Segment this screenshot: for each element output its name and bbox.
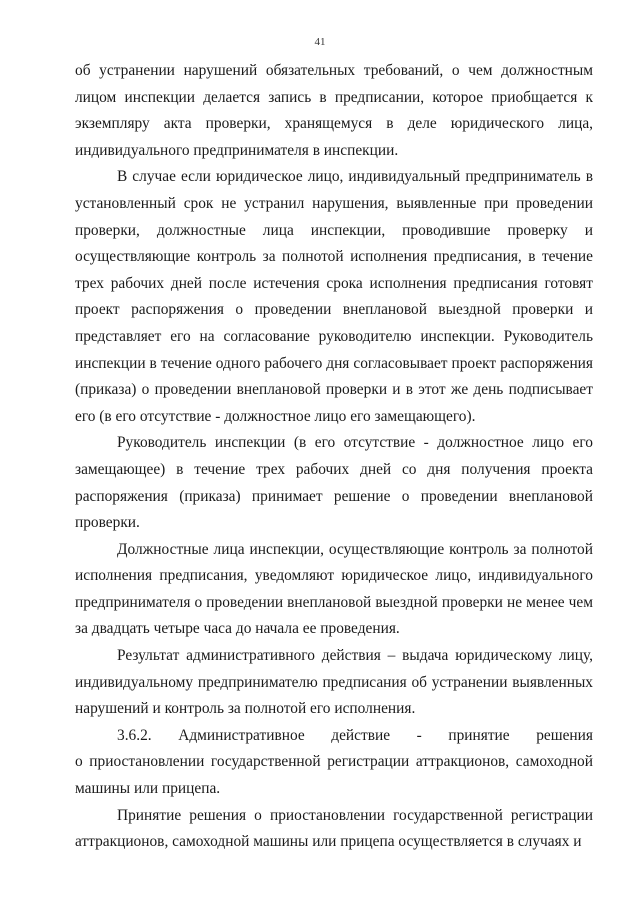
paragraph: В случае если юридическое лицо, индивидуальный предприниматель в установленный срок не устранил нарушения, выявленные при проведении проверки, должностные лица инспекции, проводившие проверку и осуществляющие контроль за полнотой исполнения предписания, в течение трех рабочих дней после истечения срока исполнения предписания готовят проект распоряжения о проведении внеплановой выездной проверки и представляет его на согласование руководителю инспекции. Руководитель инспекции в течение одного рабочего дня согласовывает проект распоряжения (приказа) о проведении внеплановой проверки и в этот же день подписывает его (в его отсутствие - должностное лицо его замещающего). (75, 168, 593, 425)
paragraph: Принятие решения о приостановлении государственной регистрации аттракционов, самоходной машины или прицепа осуществляется в случаях и (75, 806, 593, 851)
section-word: Административное (178, 726, 305, 744)
section-heading-rest: о приостановлении государственной регистрации аттракционов, самоходной машины или прицепа. (75, 753, 593, 798)
section-word: действие (331, 726, 391, 744)
paragraph-continued: об устранении нарушений обязательных требований, о чем должностным лицом инспекции делается запись в предписании, которое приобщается к экземпляру акта проверки, хранящемуся в деле юридического лица, индивидуального предпринимателя в инспекции. (75, 62, 593, 159)
section-word: решения (536, 726, 593, 744)
document-body (75, 58, 593, 856)
paragraph: Руководитель инспекции (в его отсутствие - должностное лицо его замещающее) в течение трех рабочих дней со дня получения проекта распоряжения (приказа) принимает решение о проведении внеплановой проверки. (75, 434, 593, 532)
section-number: 3.6.2. (117, 726, 152, 744)
page-number: 41 (314, 36, 326, 48)
section-heading (75, 723, 593, 750)
paragraph: Должностные лица инспекции, осуществляющие контроль за полнотой исполнения предписания, уведомляют юридическое лицо, индивидуального предпринимателя о проведении внеплановой выездной проверки не менее чем за двадцать четыре часа до начала ее проведения. (75, 540, 593, 638)
paragraph: Результат административного действия – выдача юридическому лицу, индивидуальному предпринимателю предписания об устранении выявленных нарушений и контроль за полнотой его исполнения. (75, 647, 593, 718)
section-dash: - (416, 726, 422, 744)
section-word: принятие (448, 726, 510, 744)
